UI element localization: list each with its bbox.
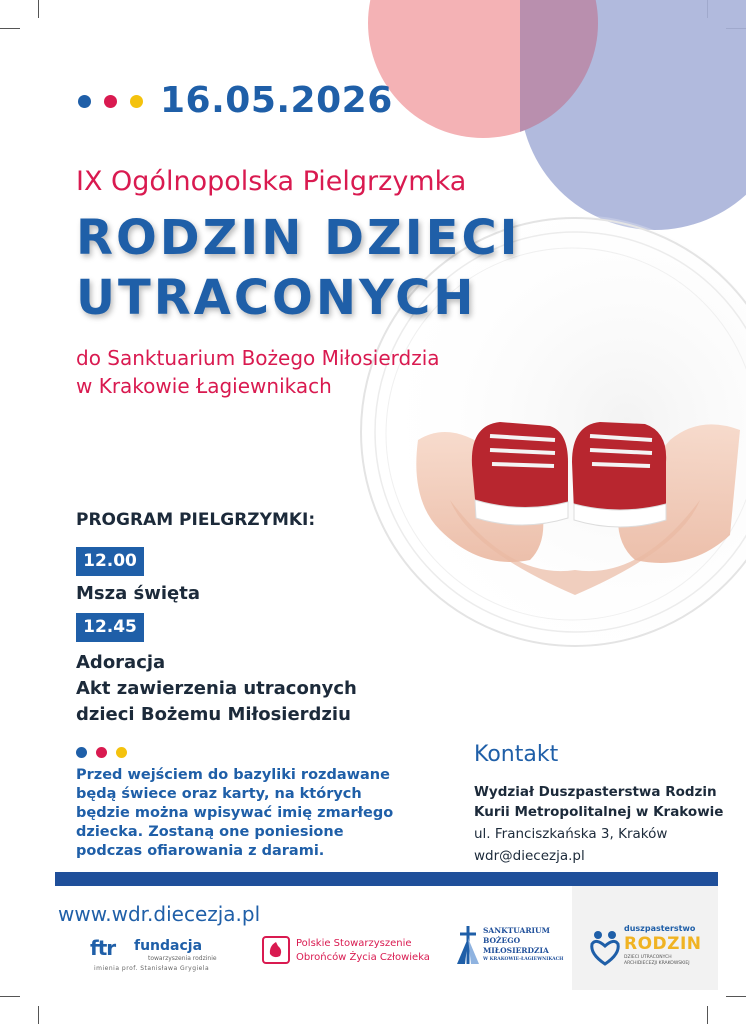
crop-mark [38,1006,39,1024]
crop-mark [726,996,746,997]
duszpasterstwo-rodzin-logo [588,924,712,974]
contact-email: wdr@diecezja.pl [474,848,585,864]
ftr-mark: ftr [90,936,116,960]
dot-blue [78,95,91,108]
decor-circle-overlap [520,0,598,138]
crop-mark [38,0,39,18]
dot-yellow [130,95,143,108]
contact-org-line1: Wydział Duszpasterstwa Rodzin [474,784,717,800]
program-item: Msza święta [76,583,200,604]
dot-red [96,747,107,758]
crop-mark [0,996,20,997]
destination-line2: w Krakowie Łagiewnikach [76,374,332,398]
sanktuarium-line2: BOŻEGO [483,936,521,945]
dr-line2: RODZIN [624,934,702,954]
dot-red [104,95,117,108]
psozc-line2: Obrońców Życia Człowieka [296,952,430,963]
dot-yellow [116,747,127,758]
divine-mercy-icon [455,924,481,966]
contact-organization [474,782,723,822]
ftr-name: fundacja [134,938,203,954]
ftr-fundacja-logo [90,936,220,976]
psozc-logo [262,934,432,974]
sanktuarium-logo [455,924,567,972]
ftr-sub2: imienia prof. Stanisława Grygiela [94,965,210,972]
event-title-line2: UTRACONYCH [76,270,477,326]
dr-line4: ARCHIDIECEZJI KRAKOWSKIEJ [624,961,690,966]
dr-line1: duszpasterstwo [624,924,696,933]
dot-blue [76,747,87,758]
program-item: dzieci Bożemu Miłosierdziu [76,704,351,725]
time-badge: 12.00 [76,547,144,576]
ftr-sub1: towarzyszenia rodzinie [148,955,217,962]
program-heading: PROGRAM PIELGRZYMKI: [76,510,316,530]
crop-mark [0,28,20,29]
family-heart-icon [588,928,622,968]
program-item: Adoracja [76,652,166,673]
footer-bar [55,872,718,886]
psozc-line1: Polskie Stowarzyszenie [296,938,412,949]
sanktuarium-line3: MIŁOSIERDZIA [483,946,549,955]
info-note: Przed wejściem do bazyliki rozdawane będą świece oraz karty, na których będzie można wpisywać imię zmarłego dziecka. Zostaną one poniesione podczas ofiarowania z darami. [76,767,394,859]
sanktuarium-line1: SANKTUARIUM [483,926,550,935]
time-badge: 12.45 [76,613,144,642]
event-title-line1: RODZIN DZIECI [76,210,521,266]
event-date: 16.05.2026 [160,80,393,121]
contact-heading: Kontakt [474,742,559,767]
dr-line3: DZIECI UTRACONYCH [624,955,672,960]
contact-address: ul. Franciszkańska 3, Kraków [474,826,668,842]
website-link[interactable]: www.wdr.diecezja.pl [58,902,261,926]
destination-line1: do Sanktuarium Bożego Miłosierdzia [76,346,440,370]
crop-mark [707,1006,708,1024]
program-item: Akt zawierzenia utraconych [76,678,357,699]
sanktuarium-line4: W KRAKOWIE-ŁAGIEWNIKACH [483,957,564,962]
contact-org-line2: Kurii Metropolitalnej w Krakowie [474,804,724,820]
baby-shoes-photo [300,200,746,660]
psozc-emblem-icon [262,936,290,964]
event-subtitle: IX Ogólnopolska Pielgrzymka [76,166,467,197]
